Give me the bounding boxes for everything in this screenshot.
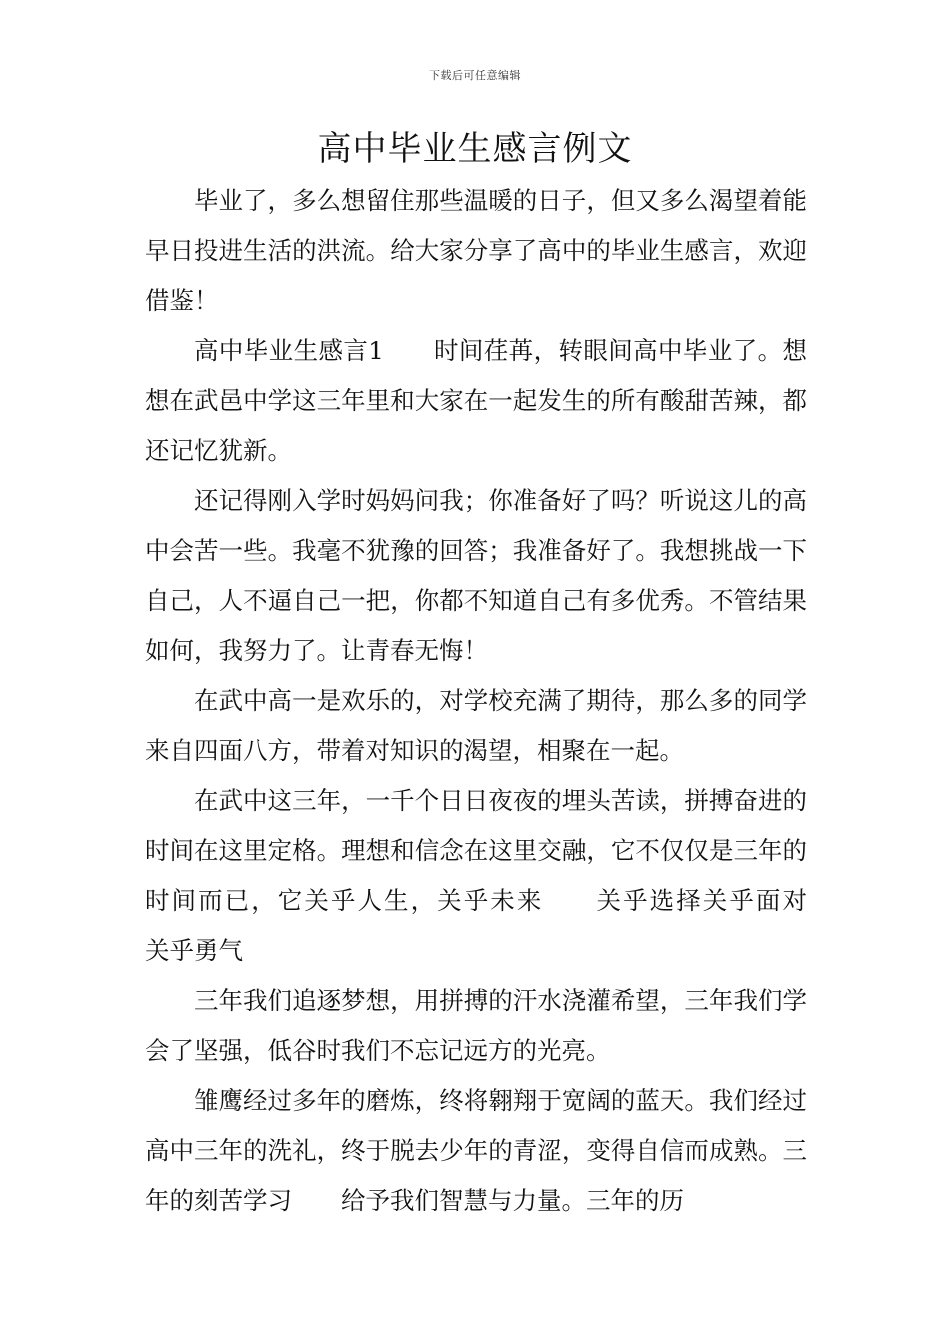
paragraph-4: 在武中这三年，一千个日日夜夜的埋头苦读，拼搏奋进的时间在这里定格。理想和信念在这里交融，它不仅仅是三年的时间而已，它关乎人生，关乎未来 关乎选择关乎面对 关乎勇气: [145, 786, 856, 965]
document-title: 高中毕业生感言例文: [317, 129, 633, 169]
paragraph-6: 雏鹰经过多年的磨炼，终将翱翔于宽阔的蓝天。我们经过高中三年的洗礼，终于脱去少年的青涩，变得自信而成熟。三年的刻苦学习 给予我们智慧与力量。三年的历: [145, 1086, 807, 1215]
paragraph-3: 在武中高一是欢乐的，对学校充满了期待，那么多的同学来自四面八方，带着对知识的渴望，相聚在一起。: [145, 686, 807, 765]
paragraph-5: 三年我们追逐梦想，用拼搏的汗水浇灌希望，三年我们学会了坚强，低谷时我们不忘记远方的光亮。: [145, 986, 807, 1065]
header-note: 下载后可任意编辑: [429, 69, 521, 82]
paragraph-intro: 毕业了，多么想留住那些温暖的日子，但又多么渴望着能早日投进生活的洪流。给大家分享了高中的毕业生感言，欢迎借鉴！: [145, 186, 807, 315]
paragraph-2: 还记得刚入学时妈妈问我；你准备好了吗？听说这儿的高中会苦一些。我毫不犹豫的回答；我准备好了。我想挑战一下自己，人不逼自己一把，你都不知道自己有多优秀。不管结果如何，我努力了。让青春无悔！: [145, 486, 807, 665]
document-body: [145, 176, 856, 1226]
paragraph-1: 高中毕业生感言1 时间荏苒，转眼间高中毕业了。想想在武邑中学这三年里和大家在一起发生的所有酸甜苦辣，都还记忆犹新。: [145, 336, 807, 465]
